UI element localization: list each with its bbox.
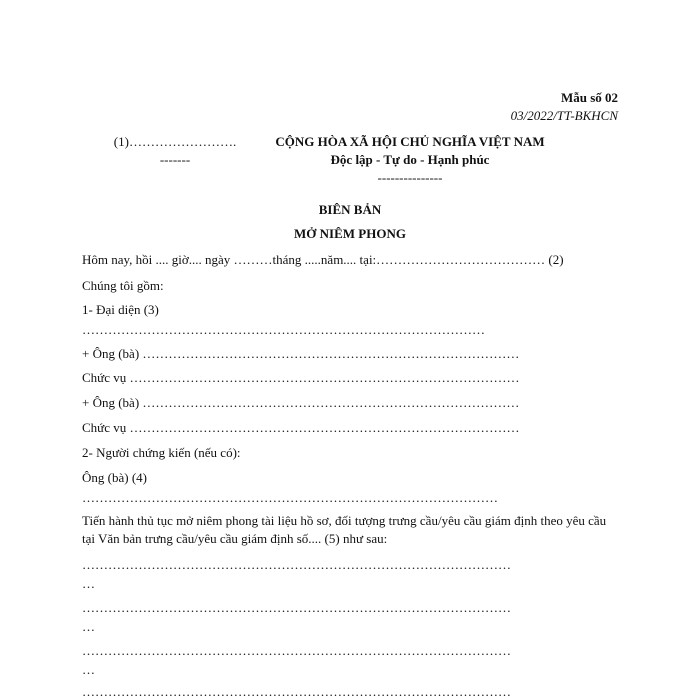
position-line-1: Chức vụ ………………………………………………………………………………: [82, 370, 520, 385]
person-line-2: + Ông (bà) ……………………………………………………………………………: [82, 395, 520, 410]
document-title: BIÊN BẢN: [318, 202, 382, 217]
witness-heading: 2- Người chứng kiến (nếu có):: [82, 445, 241, 460]
agency-underline: -------: [159, 152, 191, 167]
fill-line-3-end: …: [82, 662, 95, 677]
national-name: CỘNG HÒA XÃ HỘI CHỦ NGHĨA VIỆT NAM: [275, 134, 545, 149]
witness-person: Ông (bà) (4): [82, 470, 147, 485]
national-motto: Độc lập - Tự do - Hạnh phúc: [330, 152, 490, 167]
members-label: Chúng tôi gồm:: [82, 278, 164, 293]
circular-reference: 03/2022/TT-BKHCN: [510, 108, 618, 123]
form-number: Mẫu số 02: [560, 90, 618, 105]
procedure-paragraph: Tiến hành thủ tục mở niêm phong tài liệu hồ sơ, đối tượng trưng cầu/yêu cầu giám định theo yêu cầu tại Văn bản trưng cầu/yêu cầu giám định số.... (5) như sau:: [82, 513, 607, 546]
fill-line-1: ………………………………………………………………………………………: [82, 557, 511, 572]
fill-line-1-end: …: [82, 576, 95, 591]
agency-name-placeholder: (1)…………………….: [113, 134, 237, 149]
intro-line: Hôm nay, hồi .... giờ.... ngày ………tháng .....năm.... tại:………………………………… (2): [82, 252, 564, 267]
representative-heading: 1- Đại diện (3): [82, 302, 159, 317]
witness-fill-line: ……………………………………………………………………………………: [82, 490, 498, 505]
representative-fill-line: …………………………………………………………………………………: [82, 322, 485, 337]
document-subtitle: MỞ NIÊM PHONG: [294, 226, 406, 241]
fill-line-4: ………………………………………………………………………………………: [82, 684, 511, 699]
motto-underline: ---------------: [377, 170, 443, 185]
person-line-1: + Ông (bà) ……………………………………………………………………………: [82, 346, 520, 361]
fill-line-2: ………………………………………………………………………………………: [82, 600, 511, 615]
position-line-2: Chức vụ ………………………………………………………………………………: [82, 420, 520, 435]
fill-line-3: ………………………………………………………………………………………: [82, 643, 511, 658]
fill-line-2-end: …: [82, 619, 95, 634]
